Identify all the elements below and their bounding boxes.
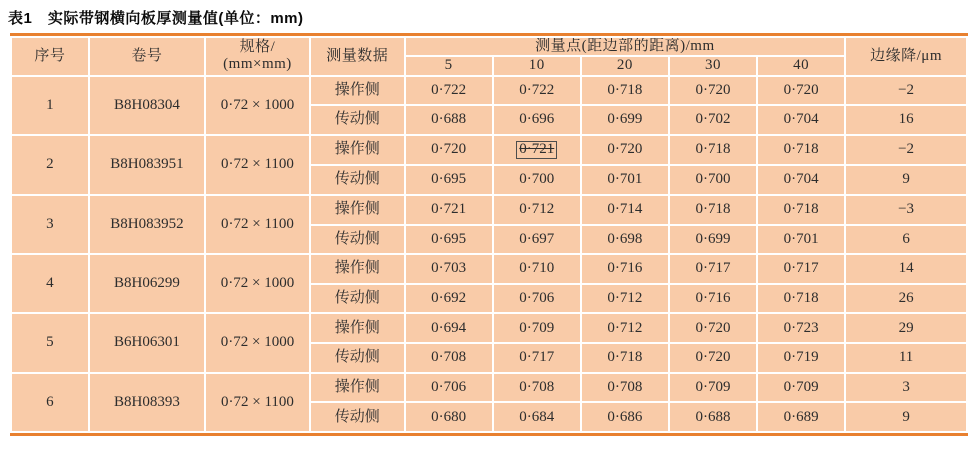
cell-spec: 0·72 × 1000: [206, 314, 309, 371]
header-spec: [206, 38, 309, 75]
cell-value: 0·712: [582, 285, 668, 313]
measurement-table: [10, 36, 968, 433]
cell-spec: 0·72 × 1100: [206, 374, 309, 431]
cell-seq: 2: [12, 136, 88, 194]
cell-edge-drop: 3: [846, 374, 966, 402]
cell-side: 操作侧: [311, 255, 404, 283]
cell-side: 操作侧: [311, 77, 404, 105]
header-edge-drop: 边缘降/μm: [846, 38, 966, 75]
cell-side: 传动侧: [311, 106, 404, 134]
cell-edge-drop: 9: [846, 166, 966, 194]
cell-seq: 5: [12, 314, 88, 371]
cell-value: [494, 136, 580, 164]
table-row: [12, 196, 966, 224]
cell-value: 0·689: [758, 403, 844, 431]
cell-value: 0·712: [582, 314, 668, 342]
header-measure-data: 测量数据: [311, 38, 404, 75]
cell-side: 操作侧: [311, 374, 404, 402]
cell-value: 0·692: [406, 285, 492, 313]
cell-value: 0·708: [582, 374, 668, 402]
header-row-1: [12, 38, 966, 55]
cell-value: 0·718: [582, 344, 668, 372]
cell-value: 0·712: [494, 196, 580, 224]
cell-value: 0·706: [406, 374, 492, 402]
cell-value: 0·709: [494, 314, 580, 342]
header-spec-line1: 规格/: [239, 39, 276, 55]
cell-value: 0·717: [758, 255, 844, 283]
cell-coil: B6H06301: [90, 314, 204, 371]
cell-coil: B8H083952: [90, 196, 204, 253]
header-spec-line2: (mm×mm): [223, 56, 292, 73]
table-row: [12, 374, 966, 402]
cell-value: 0·720: [406, 136, 492, 164]
table-body: [12, 77, 966, 432]
cell-value: 0·720: [670, 344, 756, 372]
cell-value: 0·703: [406, 255, 492, 283]
header-point-5: 5: [406, 57, 492, 74]
cell-edge-drop: −2: [846, 77, 966, 105]
cell-edge-drop: 14: [846, 255, 966, 283]
cell-edge-drop: 26: [846, 285, 966, 313]
cell-spec: 0·72 × 1000: [206, 77, 309, 134]
cell-seq: 1: [12, 77, 88, 134]
cell-value: 0·714: [582, 196, 668, 224]
table-row: [12, 136, 966, 164]
cell-side: 传动侧: [311, 285, 404, 313]
header-point-30: 30: [670, 57, 756, 74]
cell-edge-drop: −2: [846, 136, 966, 164]
cell-edge-drop: 29: [846, 314, 966, 342]
cell-value: 0·718: [670, 136, 756, 164]
cell-edge-drop: 9: [846, 403, 966, 431]
cell-value: 0·702: [670, 106, 756, 134]
cell-edge-drop: 6: [846, 226, 966, 254]
cell-value: 0·700: [670, 166, 756, 194]
cell-side: 传动侧: [311, 226, 404, 254]
cell-value: 0·699: [582, 106, 668, 134]
cell-value: 0·720: [670, 314, 756, 342]
cell-value: 0·708: [406, 344, 492, 372]
cell-value: 0·718: [758, 285, 844, 313]
cell-value: 0·700: [494, 166, 580, 194]
cell-side: 操作侧: [311, 196, 404, 224]
cell-value: 0·701: [582, 166, 668, 194]
cell-side: 传动侧: [311, 403, 404, 431]
header-points-group: 测量点(距边部的距离)/mm: [406, 38, 845, 55]
cell-value: 0·717: [494, 344, 580, 372]
cell-value: 0·686: [582, 403, 668, 431]
cell-value: 0·701: [758, 226, 844, 254]
header-point-40: 40: [758, 57, 844, 74]
cell-side: 传动侧: [311, 344, 404, 372]
table-row: [12, 314, 966, 342]
table-row: [12, 77, 966, 105]
cell-seq: 6: [12, 374, 88, 431]
measurement-table-container: [10, 33, 968, 436]
cell-value: 0·696: [494, 106, 580, 134]
cell-side: 操作侧: [311, 314, 404, 342]
cell-value: 0·684: [494, 403, 580, 431]
cell-spec: 0·72 × 1000: [206, 255, 309, 312]
cell-value: 0·720: [670, 77, 756, 105]
cell-edge-drop: 16: [846, 106, 966, 134]
cell-value: 0·716: [670, 285, 756, 313]
table-row: [12, 255, 966, 283]
table-title: 表1 实际带钢横向板厚测量值(单位：mm): [8, 10, 304, 27]
cell-coil: B8H08393: [90, 374, 204, 431]
cell-seq: 4: [12, 255, 88, 312]
cell-value: 0·680: [406, 403, 492, 431]
cell-value: 0·708: [494, 374, 580, 402]
cell-value: 0·704: [758, 166, 844, 194]
cell-value: 0·716: [582, 255, 668, 283]
boxed-value: 0·721: [516, 141, 557, 159]
cell-side: 传动侧: [311, 166, 404, 194]
cell-seq: 3: [12, 196, 88, 253]
cell-value: 0·720: [758, 77, 844, 105]
cell-value: 0·718: [758, 196, 844, 224]
cell-value: 0·720: [582, 136, 668, 164]
cell-value: 0·688: [406, 106, 492, 134]
cell-value: 0·704: [758, 106, 844, 134]
cell-value: 0·698: [582, 226, 668, 254]
cell-value: 0·718: [582, 77, 668, 105]
cell-value: 0·695: [406, 226, 492, 254]
cell-value: 0·688: [670, 403, 756, 431]
cell-value: 0·722: [406, 77, 492, 105]
cell-edge-drop: −3: [846, 196, 966, 224]
header-coil: 卷号: [90, 38, 204, 75]
cell-value: 0·699: [670, 226, 756, 254]
cell-value: 0·719: [758, 344, 844, 372]
cell-edge-drop: 11: [846, 344, 966, 372]
cell-value: 0·706: [494, 285, 580, 313]
cell-coil: B8H06299: [90, 255, 204, 312]
cell-value: 0·723: [758, 314, 844, 342]
cell-coil: B8H08304: [90, 77, 204, 134]
cell-value: 0·718: [670, 196, 756, 224]
cell-value: 0·722: [494, 77, 580, 105]
cell-value: 0·718: [758, 136, 844, 164]
header-seq: 序号: [12, 38, 88, 75]
cell-value: 0·709: [670, 374, 756, 402]
cell-side: 操作侧: [311, 136, 404, 164]
cell-value: 0·710: [494, 255, 580, 283]
cell-coil: B8H083951: [90, 136, 204, 194]
cell-value: 0·694: [406, 314, 492, 342]
cell-value: 0·709: [758, 374, 844, 402]
cell-value: 0·697: [494, 226, 580, 254]
cell-value: 0·695: [406, 166, 492, 194]
header-point-10: 10: [494, 57, 580, 74]
cell-spec: 0·72 × 1100: [206, 136, 309, 194]
cell-spec: 0·72 × 1100: [206, 196, 309, 253]
cell-value: 0·717: [670, 255, 756, 283]
header-point-20: 20: [582, 57, 668, 74]
cell-value: 0·721: [406, 196, 492, 224]
